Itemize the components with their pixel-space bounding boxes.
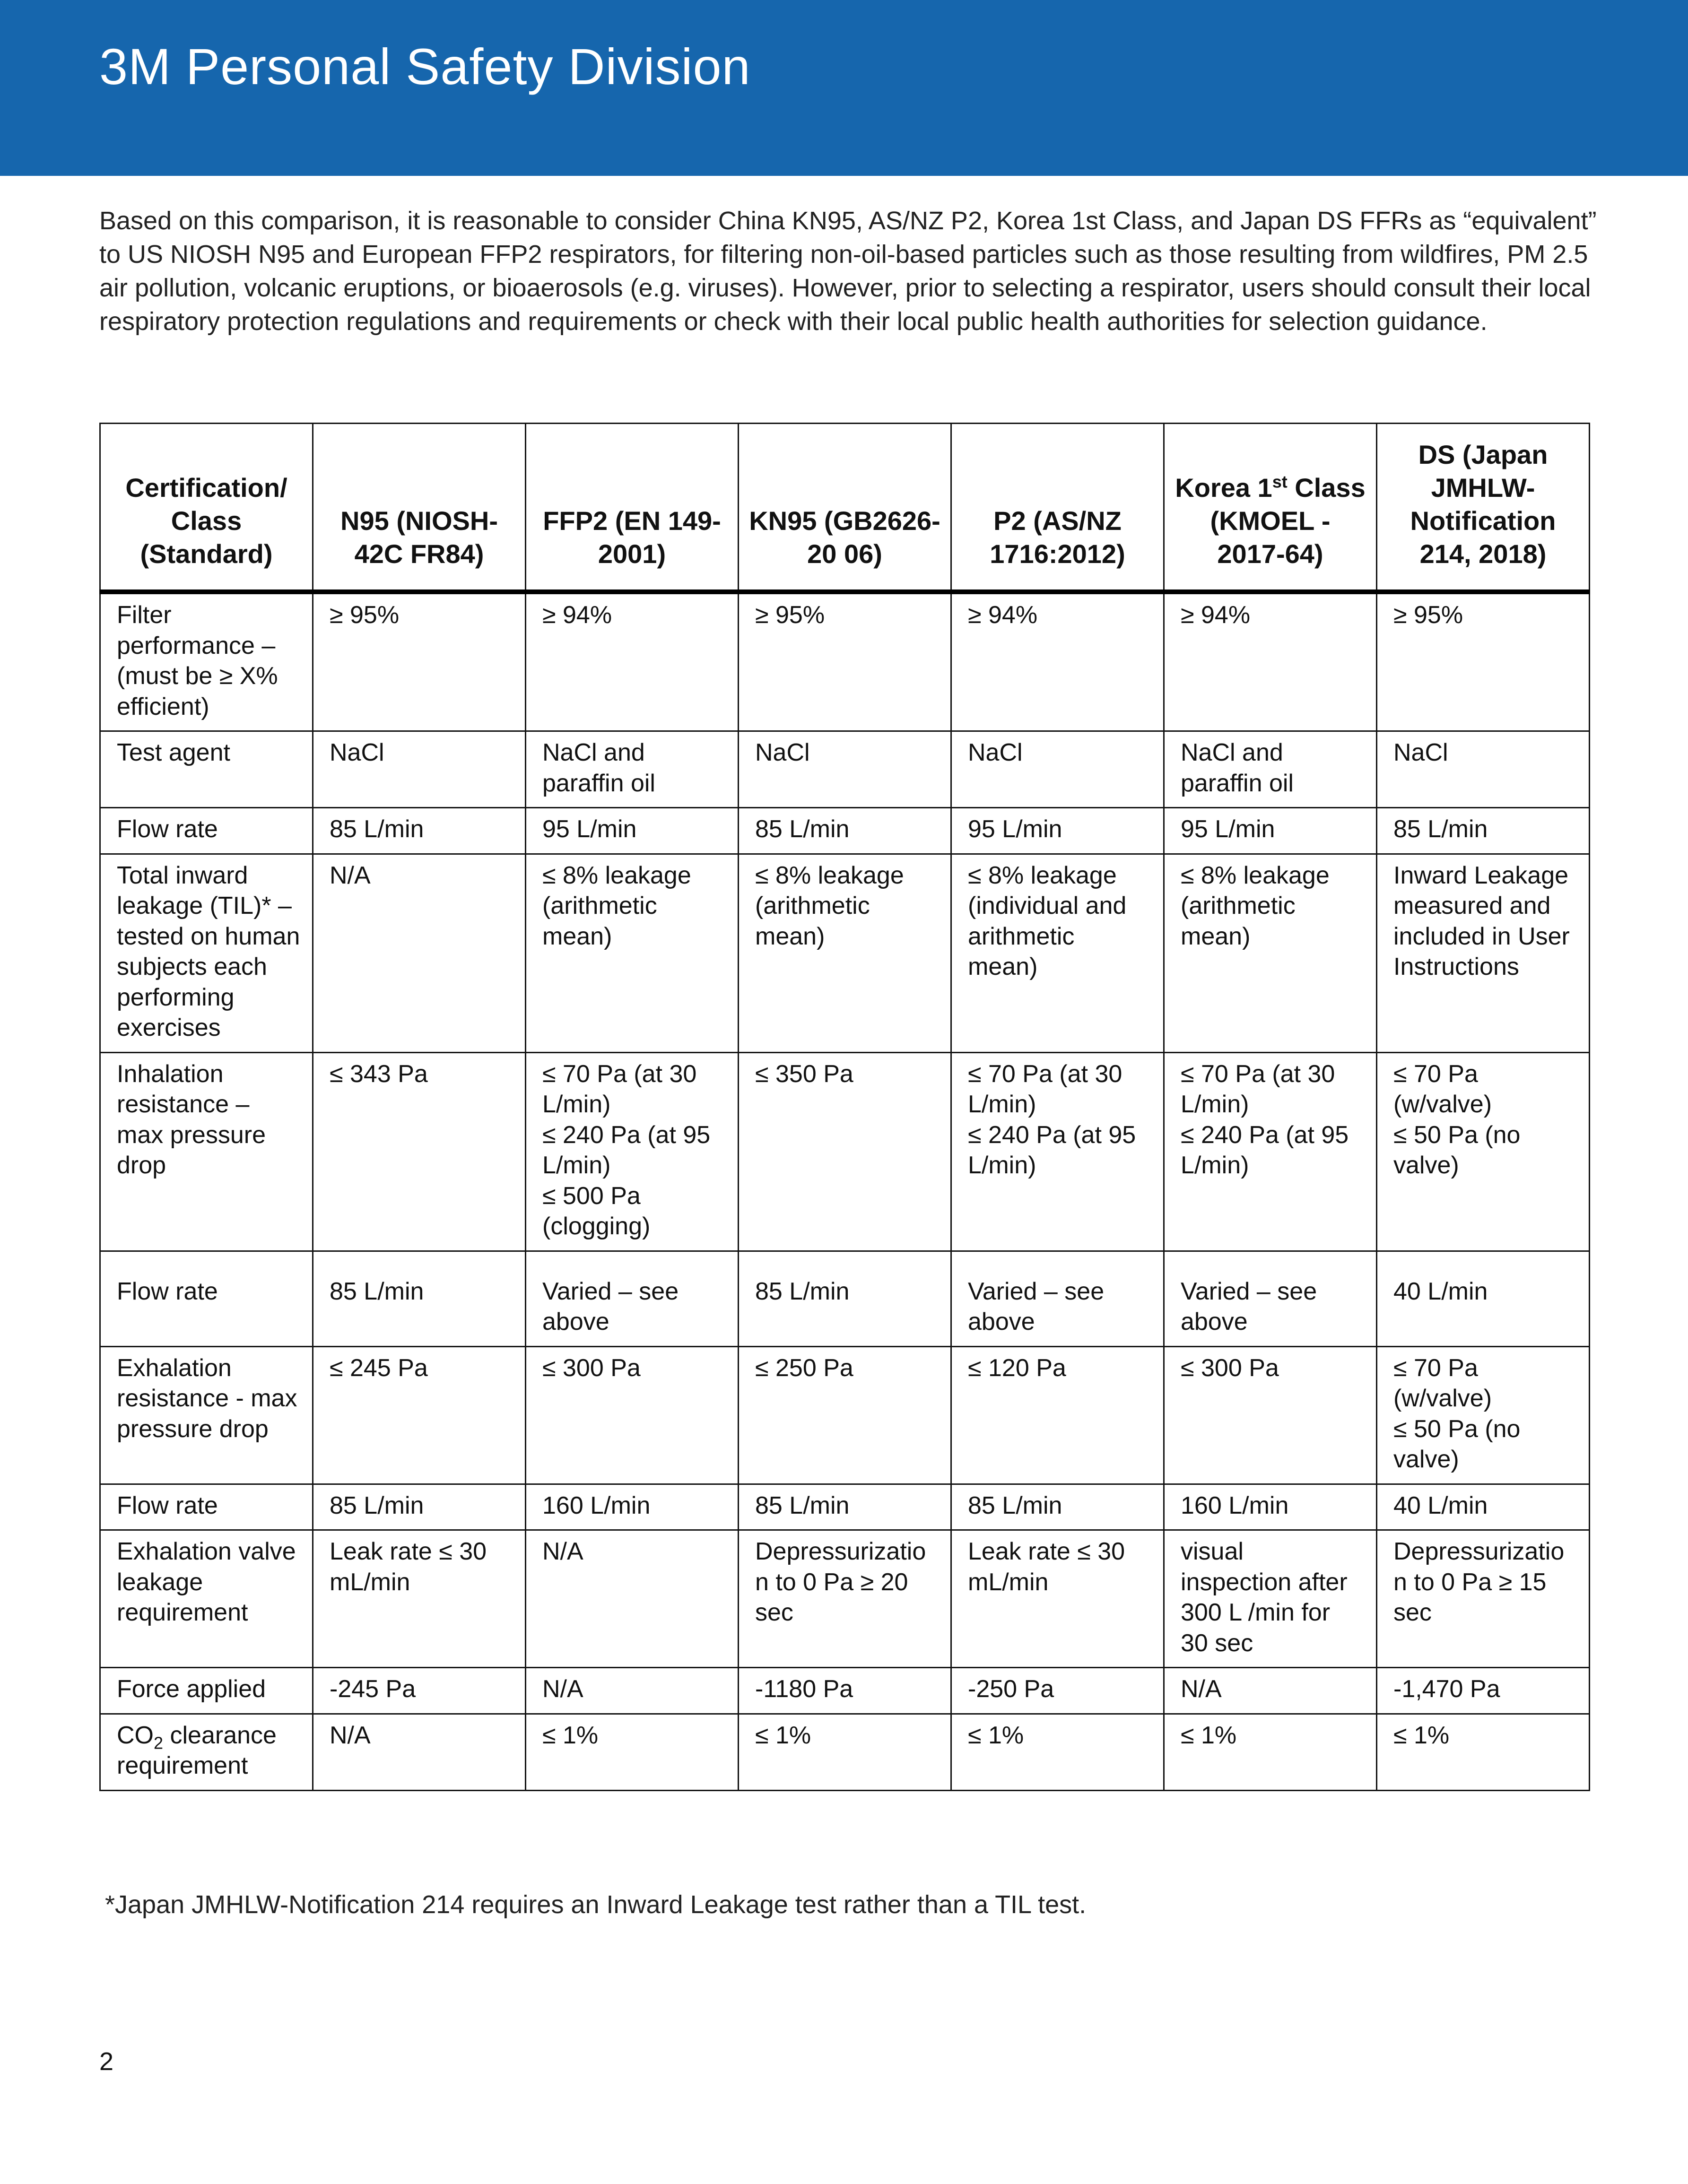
cell-n95: NaCl <box>313 731 526 808</box>
cell-label: Total inward leakage (TIL)* – tested on human subjects each performing exercises <box>100 854 313 1052</box>
header-korea-main: Korea 1 <box>1175 473 1272 503</box>
cell-ffp2: ≤ 8% leakage (arithmetic mean) <box>526 854 739 1052</box>
cell-line: ≤ 70 Pa (at 30 L/min) <box>542 1060 697 1118</box>
cell-kn95: NaCl <box>739 731 951 808</box>
cell-line: ≤ 70 Pa (at 30 L/min) <box>968 1060 1122 1118</box>
cell-ds-japan: 40 L/min <box>1377 1251 1590 1346</box>
cell-korea: visual inspection after 300 L /min for 30 sec <box>1164 1530 1377 1668</box>
co2-label-rest: clearance requirement <box>117 1721 277 1779</box>
cell-ffp2: 160 L/min <box>526 1484 739 1530</box>
row-inhalation-resistance <box>100 1052 1590 1251</box>
cell-line: ≤ 240 Pa (at 95 L/min) <box>542 1121 711 1179</box>
cell-korea: ≥ 94% <box>1164 592 1377 731</box>
cell-korea <box>1164 1052 1377 1251</box>
intro-paragraph <box>99 204 1598 338</box>
cell-line: ≤ 500 Pa (clogging) <box>542 1182 651 1240</box>
cell-label: Filter performance – (must be ≥ X% efficient) <box>100 592 313 731</box>
cell-label: Inhalation resistance – max pressure drop <box>100 1052 313 1251</box>
cell-label: Flow rate <box>100 808 313 854</box>
cell-n95: ≥ 95% <box>313 592 526 731</box>
cell-ds-japan: Depressurizatio n to 0 Pa ≥ 15 sec <box>1377 1530 1590 1668</box>
cell-n95: Leak rate ≤ 30 mL/min <box>313 1530 526 1668</box>
row-flow-rate-2 <box>100 1251 1590 1346</box>
cell-ds-japan: NaCl <box>1377 731 1590 808</box>
cell-korea: 160 L/min <box>1164 1484 1377 1530</box>
cell-ds-japan <box>1377 1346 1590 1484</box>
cell-kn95: Depressurizatio n to 0 Pa ≥ 20 sec <box>739 1530 951 1668</box>
cell-p2: ≤ 8% leakage (individual and arithmetic mean) <box>951 854 1164 1052</box>
row-test-agent <box>100 731 1590 808</box>
header-korea-sup: st <box>1272 472 1288 492</box>
cell-p2: ≤ 120 Pa <box>951 1346 1164 1484</box>
cell-line: ≤ 240 Pa (at 95 L/min) <box>1181 1121 1349 1179</box>
co2-subscript: 2 <box>154 1733 164 1752</box>
cell-p2: -250 Pa <box>951 1668 1164 1714</box>
page-number: 2 <box>99 2047 114 2076</box>
row-force-applied <box>100 1668 1590 1714</box>
cell-ds-japan: -1,470 Pa <box>1377 1668 1590 1714</box>
cell-kn95: ≤ 8% leakage (arithmetic mean) <box>739 854 951 1052</box>
cell-n95: ≤ 343 Pa <box>313 1052 526 1251</box>
page-title: 3M Personal Safety Division <box>99 38 751 95</box>
row-co2-clearance <box>100 1714 1590 1790</box>
header-cell-korea <box>1164 424 1377 592</box>
header-band <box>0 0 1688 176</box>
cell-ds-japan: ≥ 95% <box>1377 592 1590 731</box>
cell-p2: ≤ 1% <box>951 1714 1164 1790</box>
row-flow-rate-3 <box>100 1484 1590 1530</box>
cell-ffp2: ≤ 1% <box>526 1714 739 1790</box>
row-flow-rate-1 <box>100 808 1590 854</box>
cell-ds-japan: ≤ 1% <box>1377 1714 1590 1790</box>
cell-line: ≤ 70 Pa (at 30 L/min) <box>1181 1060 1335 1118</box>
cell-p2: NaCl <box>951 731 1164 808</box>
cell-n95: 85 L/min <box>313 1251 526 1346</box>
cell-n95: -245 Pa <box>313 1668 526 1714</box>
header-cell-p2: P2 (AS/NZ 1716:2012) <box>951 424 1164 592</box>
cell-line: ≤ 50 Pa (no valve) <box>1393 1121 1521 1179</box>
cell-kn95: ≤ 350 Pa <box>739 1052 951 1251</box>
cell-kn95: 85 L/min <box>739 808 951 854</box>
cell-p2: Varied – see above <box>951 1251 1164 1346</box>
cell-kn95: 85 L/min <box>739 1484 951 1530</box>
cell-korea: 95 L/min <box>1164 808 1377 854</box>
cell-ds-japan: 40 L/min <box>1377 1484 1590 1530</box>
cell-label <box>100 1714 313 1790</box>
cell-korea: ≤ 1% <box>1164 1714 1377 1790</box>
cell-ffp2 <box>526 1052 739 1251</box>
header-cell-certification: Certification/ Class (Standard) <box>100 424 313 592</box>
cell-korea: Varied – see above <box>1164 1251 1377 1346</box>
cell-label: Exhalation valve leakage requirement <box>100 1530 313 1668</box>
cell-kn95: 85 L/min <box>739 1251 951 1346</box>
cell-label: Force applied <box>100 1668 313 1714</box>
cell-korea: NaCl and paraffin oil <box>1164 731 1377 808</box>
table-body <box>100 592 1590 1790</box>
row-exhalation-valve-leakage <box>100 1530 1590 1668</box>
cell-label: Flow rate <box>100 1251 313 1346</box>
cell-n95: N/A <box>313 1714 526 1790</box>
cell-label: Exhalation resistance - max pressure drop <box>100 1346 313 1484</box>
footnote: *Japan JMHLW-Notification 214 requires an Inward Leakage test rather than a TIL test. <box>105 1890 1087 1919</box>
respirator-comparison-table <box>99 423 1590 1791</box>
table-header-row <box>100 424 1590 592</box>
row-exhalation-resistance <box>100 1346 1590 1484</box>
cell-ffp2: NaCl and paraffin oil <box>526 731 739 808</box>
cell-kn95: -1180 Pa <box>739 1668 951 1714</box>
cell-n95: N/A <box>313 854 526 1052</box>
cell-ffp2: N/A <box>526 1530 739 1668</box>
cell-line: ≤ 240 Pa (at 95 L/min) <box>968 1121 1136 1179</box>
cell-n95: 85 L/min <box>313 808 526 854</box>
cell-n95: 85 L/min <box>313 1484 526 1530</box>
header-cell-kn95: KN95 (GB2626-20 06) <box>739 424 951 592</box>
cell-p2: 95 L/min <box>951 808 1164 854</box>
header-cell-ffp2: FFP2 (EN 149-2001) <box>526 424 739 592</box>
cell-kn95: ≤ 250 Pa <box>739 1346 951 1484</box>
cell-korea: N/A <box>1164 1668 1377 1714</box>
cell-ds-japan: 85 L/min <box>1377 808 1590 854</box>
header-korea-rest: Class (KMOEL - 2017-64) <box>1210 473 1366 569</box>
cell-p2 <box>951 1052 1164 1251</box>
cell-ds-japan: Inward Leakage measured and included in User Instructions <box>1377 854 1590 1052</box>
cell-ffp2: 95 L/min <box>526 808 739 854</box>
cell-p2: ≥ 94% <box>951 592 1164 731</box>
cell-korea: ≤ 8% leakage (arithmetic mean) <box>1164 854 1377 1052</box>
cell-ffp2: Varied – see above <box>526 1251 739 1346</box>
cell-ffp2: N/A <box>526 1668 739 1714</box>
header-cell-ds-japan: DS (Japan JMHLW- Notification 214, 2018) <box>1377 424 1590 592</box>
comparison-table-wrap <box>99 423 1589 1791</box>
row-total-inward-leakage <box>100 854 1590 1052</box>
header-cell-n95: N95 (NIOSH-42C FR84) <box>313 424 526 592</box>
intro-text: Based on this comparison, it is reasonable to consider China KN95, AS/NZ P2, Korea 1st Class, and Japan DS FFRs as “equivalent” to US NIOSH N95 and European FFP2 respirators, for filtering non-oil-based particles such as those resulting from wildfires, PM 2.5 air pollution, volcanic eruptions, or bioaerosols (e.g. viruses). However, prior to selecting a respirator, users should consult their local respiratory protection regulations and requirements or check with their local public health authorities for selection guidance. <box>99 207 1597 336</box>
cell-line: ≤ 50 Pa (no valve) <box>1393 1415 1521 1473</box>
cell-line: ≤ 70 Pa (w/valve) <box>1393 1354 1492 1412</box>
cell-kn95: ≤ 1% <box>739 1714 951 1790</box>
cell-ds-japan <box>1377 1052 1590 1251</box>
cell-p2: 85 L/min <box>951 1484 1164 1530</box>
cell-korea: ≤ 300 Pa <box>1164 1346 1377 1484</box>
co2-label-main: CO <box>117 1721 154 1749</box>
cell-label: Test agent <box>100 731 313 808</box>
cell-ffp2: ≥ 94% <box>526 592 739 731</box>
cell-ffp2: ≤ 300 Pa <box>526 1346 739 1484</box>
cell-n95: ≤ 245 Pa <box>313 1346 526 1484</box>
row-filter-performance <box>100 592 1590 731</box>
cell-line: ≤ 70 Pa (w/valve) <box>1393 1060 1492 1118</box>
cell-kn95: ≥ 95% <box>739 592 951 731</box>
cell-p2: Leak rate ≤ 30 mL/min <box>951 1530 1164 1668</box>
cell-label: Flow rate <box>100 1484 313 1530</box>
